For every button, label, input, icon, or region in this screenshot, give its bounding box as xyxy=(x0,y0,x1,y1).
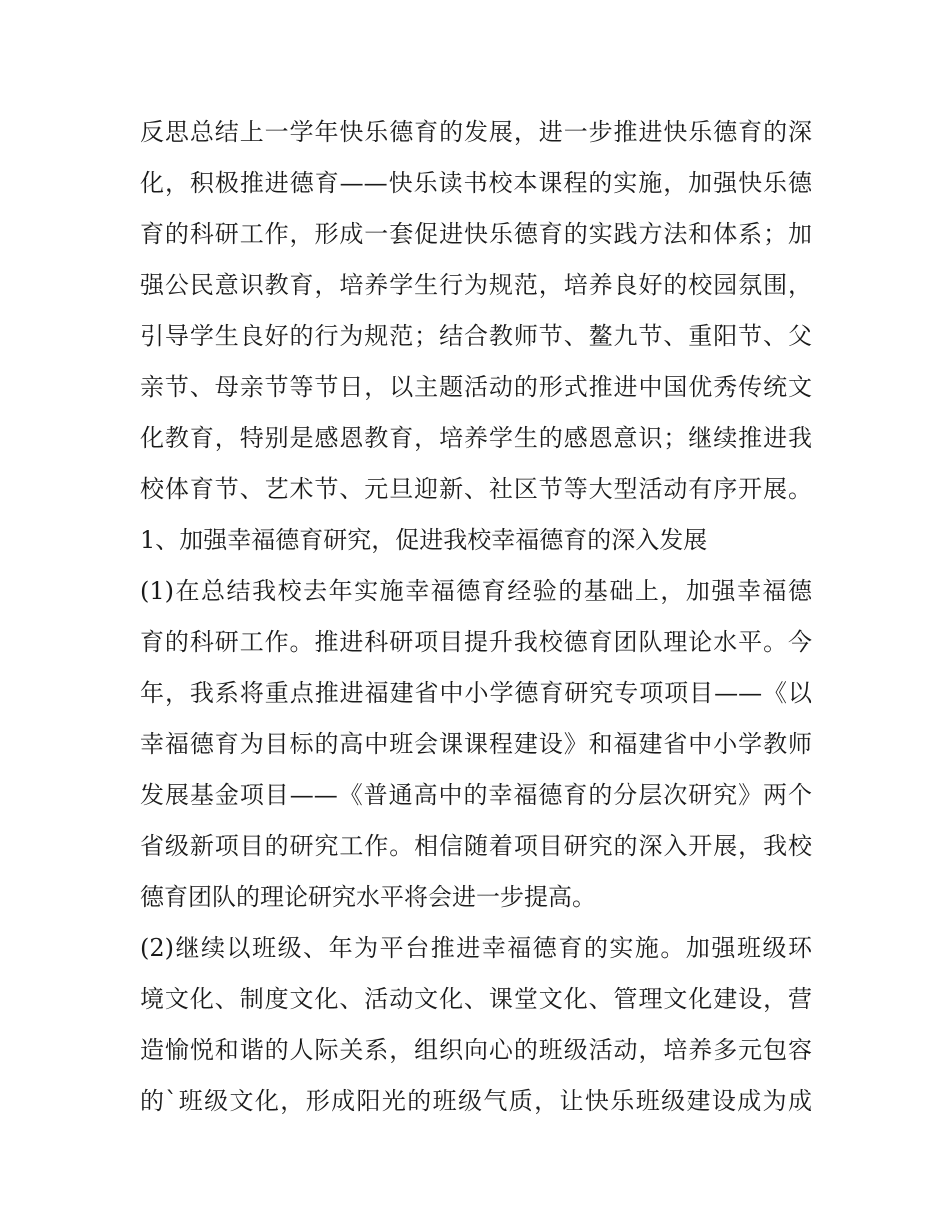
paragraph-line-10: (1)在总结我校去年实施幸福德育经验的基础上，加强幸福德 xyxy=(140,577,812,605)
paragraph-line-14: 发展基金项目——《普通高中的幸福德育的分层次研究》两个 xyxy=(140,781,812,809)
paragraph-line-17: (2)继续以班级、年为平台推进幸福德育的实施。加强班级环 xyxy=(140,934,812,962)
paragraph-line-3: 育的科研工作，形成一套促进快乐德育的实践方法和体系；加 xyxy=(140,220,812,248)
section-heading-1: 1、加强幸福德育研究，促进我校幸福德育的深入发展 xyxy=(140,526,708,554)
document-body xyxy=(140,107,812,1127)
paragraph-line-13: 幸福德育为目标的高中班会课课程建设》和福建省中小学教师 xyxy=(140,730,812,758)
paragraph-line-15: 省级新项目的研究工作。相信随着项目研究的深入开展，我校 xyxy=(140,832,812,860)
paragraph-line-18: 境文化、制度文化、活动文化、课堂文化、管理文化建设，营 xyxy=(140,985,812,1013)
paragraph-line-16: 德育团队的理论研究水平将会进一步提高。 xyxy=(140,883,596,911)
paragraph-line-12: 年，我系将重点推进福建省中小学德育研究专项项目——《以 xyxy=(140,679,812,707)
paragraph-line-11: 育的科研工作。推进科研项目提升我校德育团队理论水平。今 xyxy=(140,628,812,656)
paragraph-line-6: 亲节、母亲节等节日，以主题活动的形式推进中国优秀传统文 xyxy=(140,373,812,401)
paragraph-line-19: 造愉悦和谐的人际关系，组织向心的班级活动，培养多元包容 xyxy=(140,1036,812,1064)
paragraph-line-7: 化教育，特别是感恩教育，培养学生的感恩意识；继续推进我 xyxy=(140,424,812,452)
paragraph-line-1: 反思总结上一学年快乐德育的发展，进一步推进快乐德育的深 xyxy=(140,118,812,146)
paragraph-line-2: 化，积极推进德育——快乐读书校本课程的实施，加强快乐德 xyxy=(140,169,812,197)
paragraph-line-4: 强公民意识教育，培养学生行为规范，培养良好的校园氛围， xyxy=(140,271,812,299)
paragraph-line-5: 引导学生良好的行为规范；结合教师节、鳌九节、重阳节、父 xyxy=(140,322,812,350)
paragraph-line-20: 的`班级文化，形成阳光的班级气质，让快乐班级建设成为成 xyxy=(140,1087,812,1115)
paragraph-line-8: 校体育节、艺术节、元旦迎新、社区节等大型活动有序开展。 xyxy=(140,475,812,503)
